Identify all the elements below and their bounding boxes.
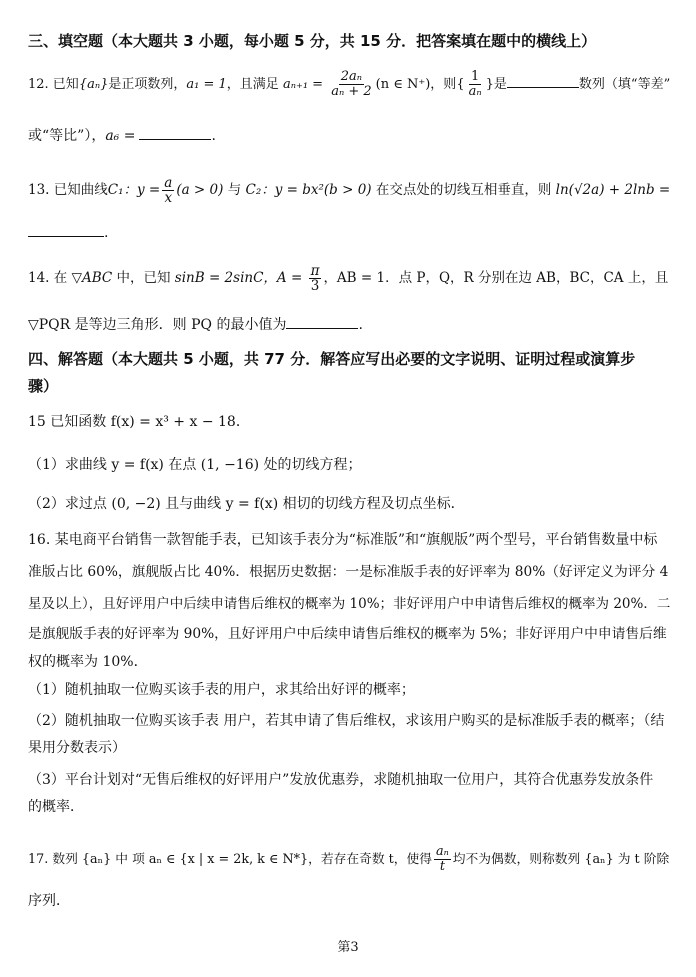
question-16-line4: 是旗舰版手表的好评率为 90%，且好评用户中后续申请售后维权的概率为 5%；非好评用户中申请售后维: [28, 626, 667, 642]
answer-blank[interactable]: [28, 222, 104, 237]
answer-blank[interactable]: [507, 73, 579, 88]
q13-text-b: 与: [227, 182, 242, 198]
q14-end: .: [358, 317, 363, 333]
q13-fraction: [162, 176, 174, 205]
q14-triangle: ▽ABC: [71, 270, 113, 286]
question-16-part3-line1: （3）平台计划对“无售后维权的好评用户”发放优惠券，求随机抽取一位用户，其符合优惠券发放条件: [28, 772, 654, 788]
q12-text-c: ，且满足: [226, 77, 279, 92]
q13-frac-denominator: x: [164, 190, 173, 206]
answer-blank[interactable]: [139, 125, 211, 140]
q13-frac-numerator: a: [164, 175, 173, 191]
question-15-part1: （1）求曲线 y = f(x) 在点 (1, −16) 处的切线方程；: [28, 457, 362, 473]
q17-text-a: 17. 数列 {aₙ} 中 项 aₙ ∈ {x | x = 2k, k ∈ N*}，若存在奇数 t，使得: [28, 852, 433, 867]
question-16-line3: 星及以上），且好评用户中后续申请售后维权的概率为 10%；非好评用户中申请售后维权的概率为 20%．二: [28, 596, 671, 612]
q12-recur-denominator: aₙ + 2: [331, 84, 372, 99]
question-14-line1: [28, 264, 670, 293]
q12-recip-denominator: aₙ: [468, 84, 482, 99]
q12-text-f: 数列（填“等差”: [578, 77, 671, 92]
q12-text-b: 是正项数列，: [108, 77, 187, 92]
q14-pi-denominator: 3: [310, 278, 320, 294]
q17-frac-numerator: aₙ: [436, 844, 449, 859]
q12-end: .: [211, 128, 216, 144]
q12-a6: a₆ =: [105, 128, 136, 144]
q12-recur-numerator: 2aₙ: [340, 69, 363, 84]
q12-text-e: 是: [493, 77, 507, 92]
q14-line2: ▽PQR 是等边三角形．则 PQ 的最小值为: [28, 317, 287, 333]
q13-text-a: 13. 已知曲线: [28, 182, 108, 198]
question-17-line1: [28, 845, 670, 874]
q12-a1: a₁ = 1: [186, 77, 227, 92]
q13-c1: C₁：y =: [107, 182, 161, 198]
q12-recur-cond: (n ∈ N⁺): [375, 77, 431, 92]
q12-reciprocal-fraction: [467, 70, 484, 99]
q12-text-a: 12. 已知: [28, 77, 79, 92]
question-16-part3-line2: 的概率．: [28, 799, 84, 815]
section3-heading: 三、填空题（本大题共 3 小题，每小题 5 分，共 15 分．把答案填在题中的横线上）: [28, 32, 597, 50]
q14-text-a: 14. 在: [28, 270, 68, 286]
q17-text-b: 均不为偶数，则称数列 {aₙ} 为 t 阶除: [452, 852, 670, 867]
q12-recur-lhs: aₙ₊₁ =: [282, 77, 324, 92]
question-16-line1: 16. 某电商平台销售一款智能手表，已知该手表分为“标准版”和“旗舰版”两个型号，平台销售数量中标: [28, 532, 658, 548]
q12-recur-fraction: [329, 70, 373, 99]
section4-heading-line1: 四、解答题（本大题共 5 小题，共 77 分．解答应写出必要的文字说明、证明过程或演算步: [28, 350, 636, 368]
answer-blank[interactable]: [286, 314, 358, 329]
q13-c2: C₂：y = bx²(b > 0): [245, 182, 372, 198]
q13-text-c: 在交点处的切线互相垂直，则: [375, 182, 552, 198]
question-12-line2: [28, 125, 670, 147]
question-17-line2: 序列．: [28, 893, 70, 909]
q17-frac-denominator: t: [439, 859, 445, 874]
q13-c1-cond: (a > 0): [176, 182, 224, 198]
q12-text-d: ，则: [430, 77, 457, 92]
q12-text-g: 或“等比”），: [28, 128, 106, 144]
q14-cond1: sinB = 2sinC，A =: [174, 270, 303, 286]
page-number: 第3: [337, 940, 359, 955]
question-12-line1: 12. 已知{aₙ}是正项数列，a₁ = 1，且满足 aₙ₊₁ = $\frac{\text{2aₙ}}{\text{aₙ + 2}}$ (n ∈ N⁺)，则{ $\frac{1}{\text{aₙ}}$ }是 数列（填“等差”: [28, 69, 671, 99]
question-16-part2-line1: （2）随机抽取一位购买该手表 用户，若其申请了售后维权，求该用户购买的是标准版手表的概率；（结: [28, 713, 665, 729]
question-15-part2: （2）求过点 (0, −2) 且与曲线 y = f(x) 相切的切线方程及切点坐标．: [28, 496, 465, 512]
question-16-line2: 准版占比 60%，旗舰版占比 40%．根据历史数据：一是标准版手表的好评率为 80%（好评定义为评分 4: [28, 564, 669, 580]
q14-text-b: 中，已知: [116, 270, 171, 286]
q14-cond2: ，AB = 1．点 P，Q，R 分别在边 AB，BC，CA 上，且: [323, 270, 669, 286]
q12-recip-numerator: 1: [470, 69, 480, 84]
question-14-line2: [28, 314, 670, 336]
question-15-stem: 15 已知函数 f(x) = x³ + x − 18．: [28, 414, 250, 430]
q12-seq: {aₙ}: [78, 77, 109, 92]
section4-heading-line2: 骤）: [28, 377, 59, 395]
q14-pi-numerator: π: [310, 263, 320, 279]
question-13-line1: [28, 176, 670, 205]
q14-pi-fraction: [309, 264, 322, 293]
question-13-line2: [28, 222, 670, 244]
q13-end: .: [104, 225, 109, 241]
q13-expr: ln(√2a) + 2lnb =: [555, 182, 671, 198]
question-16-part2-line2: 果用分数表示）: [28, 740, 126, 756]
q17-fraction: [434, 845, 451, 874]
question-16-line5: 权的概率为 10%．: [28, 654, 148, 670]
question-16-part1: （1）随机抽取一位购买该手表的用户，求其给出好评的概率；: [28, 682, 415, 698]
